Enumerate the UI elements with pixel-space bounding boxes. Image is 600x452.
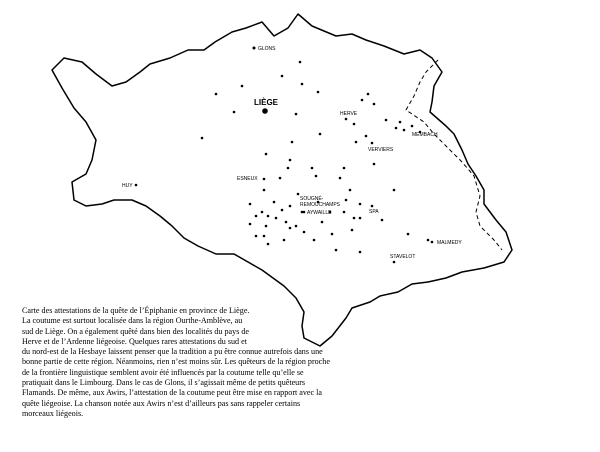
province-border <box>52 14 512 346</box>
herve-dot <box>345 118 348 121</box>
attestation-dots <box>201 61 430 254</box>
spa-dot <box>371 205 374 208</box>
caption-line: du nord-est de la Hesbaye laissent penser que la tradition a pu être connue autrefois dans une <box>22 347 323 357</box>
malmedy-label: MALMEDY <box>437 240 462 246</box>
huy-label: HUY <box>122 183 133 189</box>
esneux-dot <box>263 178 266 181</box>
liege-label: LIÈGE <box>254 98 279 107</box>
caption-line: quête liégeoise. La chanson notée aux Awirs n’est d’ailleurs pas sans rappeler certains <box>22 398 301 408</box>
caption-line: de la frontière linguistique semblent avoir été influencés par la coutume telle qu’elle se <box>22 367 304 377</box>
aywaille-label: AYWAILLE <box>307 210 332 216</box>
herve-label: HERVE <box>340 111 358 117</box>
caption-line: Flamands. De même, aux Awirs, l’attestation de la coutume peut être mise en rapport avec la <box>22 388 322 398</box>
glons-label: GLONS <box>258 46 276 52</box>
map-caption <box>22 306 367 419</box>
stavelot-dot <box>393 261 396 264</box>
caption-line: Herve et de l’Ardenne liégeoise. Quelques rares attestations du sud et <box>22 336 247 346</box>
huy-dot <box>135 184 138 187</box>
liege-dot <box>262 108 268 114</box>
caption-line: sud de Liège. On a également quêté dans bien des localités du pays de <box>22 326 250 336</box>
spa-label: SPA <box>369 209 379 215</box>
glons-dot <box>253 47 256 50</box>
caption-line: morceaux liégeois. <box>22 408 84 418</box>
remouchamps-label: REMOUCHAMPS <box>300 202 341 208</box>
sougne-label: SOUGNÉ- <box>300 196 324 202</box>
caption-line: Carte des attestations de la quête de l’Épiphanie en province de Liège. <box>22 306 250 315</box>
esneux-label: ESNEUX <box>237 176 258 182</box>
aywaille-dot <box>303 211 306 214</box>
dashed-boundary <box>406 60 502 250</box>
membach-label: MEMBACH <box>412 132 438 138</box>
verviers-dot <box>371 142 374 145</box>
caption-line: La coutume est surtout localisée dans la région Ourthe-Amblève, au <box>22 316 243 326</box>
caption-line: bonne partie de cette région. Néanmoins, rien n’est moins sûr. Les quêteurs de la région proche <box>22 357 330 367</box>
stavelot-label: STAVELOT <box>390 254 416 260</box>
caption-line: pratiquait dans le Limbourg. Dans le cas de Glons, il s’agissait même de petits quêteurs <box>22 378 306 388</box>
verviers-label: VERVIERS <box>368 147 394 153</box>
malmedy-dot <box>431 241 434 244</box>
